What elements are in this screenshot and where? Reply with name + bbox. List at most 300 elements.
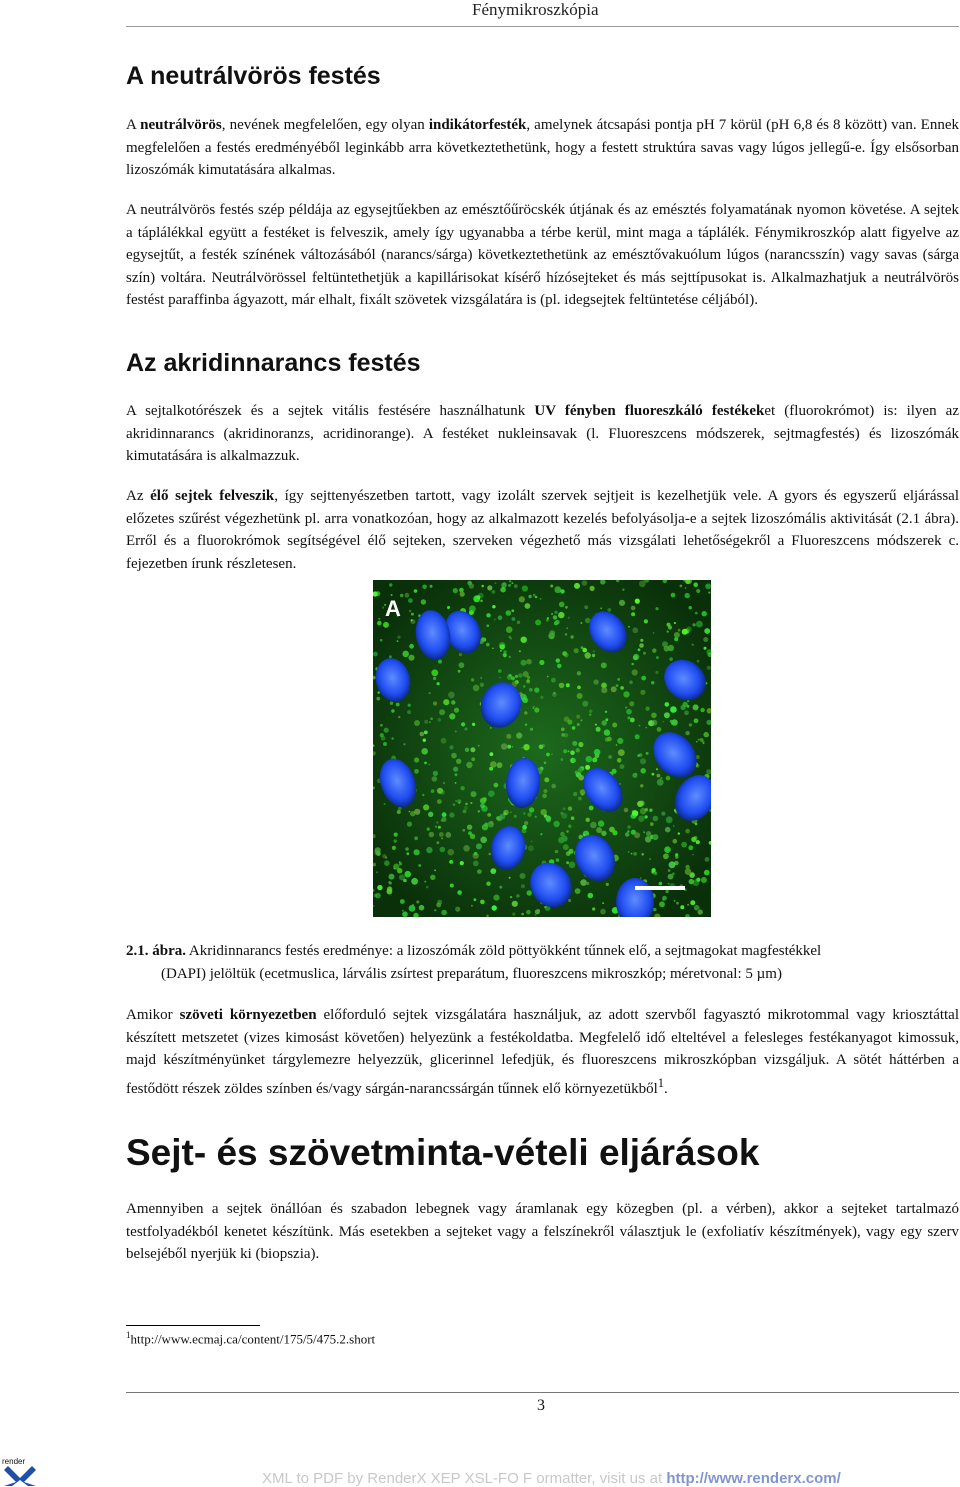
lysosome-dot (557, 664, 562, 669)
lysosome-dot (524, 711, 527, 714)
lysosome-dot (569, 849, 574, 854)
lysosome-dot (476, 595, 480, 599)
lysosome-dot (394, 839, 397, 842)
lysosome-dot (486, 882, 490, 886)
lysosome-dot (447, 606, 450, 609)
lysosome-dot (604, 729, 610, 735)
lysosome-dot (472, 723, 475, 726)
lysosome-dot (501, 743, 507, 749)
lysosome-dot (409, 610, 411, 612)
lysosome-dot (508, 584, 511, 587)
lysosome-dot (499, 814, 505, 820)
lysosome-dot (464, 806, 468, 810)
lysosome-dot (523, 685, 525, 687)
lysosome-dot (618, 749, 625, 756)
lysosome-dot (422, 794, 424, 796)
lysosome-dot (493, 895, 499, 901)
lysosome-dot (664, 646, 670, 652)
lysosome-dot (605, 718, 608, 721)
lysosome-dot (521, 637, 527, 643)
lysosome-dot (473, 861, 479, 867)
lysosome-dot (437, 841, 440, 844)
lysosome-dot (458, 802, 460, 804)
lysosome-dot (657, 779, 664, 786)
lysosome-dot (574, 648, 579, 653)
lysosome-dot (402, 911, 408, 917)
lysosome-dot (391, 737, 393, 739)
lysosome-dot (419, 905, 425, 911)
lysosome-dot (646, 752, 649, 755)
lysosome-dot (496, 816, 500, 820)
lysosome-dot (529, 807, 534, 812)
lysosome-dot (478, 810, 480, 812)
footnote-ref[interactable]: 1 (657, 1075, 665, 1090)
lysosome-dot (535, 914, 537, 916)
lysosome-dot (476, 843, 482, 849)
lysosome-dot (492, 905, 497, 910)
lysosome-dot (423, 804, 429, 810)
figure-panel-label: A (385, 596, 401, 621)
footnote-link[interactable]: http://www.ecmaj.ca/content/175/5/475.2.short (130, 1331, 376, 1347)
lysosome-dot (601, 687, 607, 693)
lysosome-dot (653, 632, 655, 634)
lysosome-dot (384, 728, 389, 733)
lysosome-dot (527, 676, 530, 679)
lysosome-dot (622, 589, 624, 591)
lysosome-dot (384, 860, 390, 866)
lysosome-dot (663, 721, 665, 723)
renderx-link[interactable]: http://www.renderx.com/ (666, 1470, 841, 1487)
lysosome-dot (689, 879, 694, 884)
lysosome-dot (684, 710, 689, 715)
lysosome-dot (510, 637, 512, 639)
lysosome-dot (657, 727, 662, 732)
lysosome-dot (378, 618, 380, 620)
lysosome-dot (685, 731, 689, 735)
lysosome-dot (639, 725, 641, 727)
lysosome-dot (486, 915, 489, 918)
lysosome-dot (639, 643, 644, 648)
lysosome-dot (405, 847, 409, 851)
lysosome-dot (426, 847, 432, 853)
lysosome-dot (429, 764, 431, 766)
lysosome-dot (602, 902, 604, 904)
lysosome-dot (506, 626, 513, 633)
lysosome-dot (441, 837, 443, 839)
lysosome-dot (389, 882, 392, 885)
lysosome-dot (651, 713, 657, 719)
lysosome-dot (503, 655, 506, 658)
lysosome-dot (377, 621, 382, 626)
lysosome-dot (424, 731, 428, 735)
lysosome-dot (414, 589, 418, 593)
lysosome-dot (470, 802, 472, 804)
lysosome-dot (645, 836, 651, 842)
lysosome-dot (601, 662, 607, 668)
lysosome-dot (373, 652, 378, 657)
lysosome-dot (411, 619, 413, 621)
lysosome-dot (577, 671, 581, 675)
lysosome-dot (429, 832, 435, 838)
lysosome-dot (380, 639, 383, 642)
lysosome-dot (685, 587, 687, 589)
lysosome-dot (563, 807, 566, 810)
lysosome-dot (451, 700, 455, 704)
scale-bar (635, 886, 685, 890)
lysosome-dot (376, 871, 378, 873)
lysosome-dot (389, 583, 392, 586)
lysosome-dot (640, 639, 643, 642)
lysosome-dot (561, 758, 564, 761)
lysosome-dot (494, 783, 499, 788)
lysosome-dot (460, 861, 464, 865)
lysosome-dot (580, 622, 582, 624)
lysosome-dot (607, 608, 611, 612)
lysosome-dot (540, 696, 543, 699)
lysosome-dot (568, 825, 571, 828)
lysosome-dot (474, 852, 477, 855)
lysosome-dot (492, 648, 494, 650)
lysosome-dot (489, 853, 491, 855)
lysosome-dot (568, 617, 570, 619)
lysosome-dot (559, 683, 565, 689)
lysosome-dot (530, 728, 533, 731)
lysosome-dot (427, 827, 430, 830)
lysosome-dot (389, 874, 395, 880)
lysosome-dot (692, 854, 694, 856)
lysosome-dot (397, 868, 402, 873)
lysosome-dot (510, 896, 512, 898)
lysosome-dot (500, 650, 502, 652)
lysosome-dot (486, 624, 489, 627)
lysosome-dot (585, 618, 590, 623)
lysosome-dot (542, 744, 545, 747)
lysosome-dot (408, 598, 413, 603)
lysosome-dot (666, 816, 673, 823)
lysosome-dot (435, 826, 437, 828)
lysosome-dot (521, 660, 527, 666)
lysosome-dot (580, 879, 587, 886)
lysosome-dot (437, 788, 443, 794)
lysosome-dot (480, 683, 484, 687)
lysosome-dot (378, 691, 380, 693)
lysosome-dot (595, 724, 597, 726)
lysosome-dot (572, 741, 577, 746)
lysosome-dot (624, 808, 629, 813)
lysosome-dot (596, 827, 602, 833)
lysosome-dot (376, 697, 380, 701)
lysosome-dot (665, 702, 670, 707)
micrograph-image (373, 580, 711, 917)
lysosome-dot (465, 748, 469, 752)
lysosome-dot (394, 867, 396, 869)
lysosome-dot (405, 593, 410, 598)
lysosome-dot (703, 637, 708, 642)
lysosome-dot (578, 797, 582, 801)
lysosome-dot (627, 830, 629, 832)
lysosome-dot (507, 745, 511, 749)
lysosome-dot (602, 720, 607, 725)
lysosome-dot (551, 784, 556, 789)
lysosome-dot (629, 701, 634, 706)
lysosome-dot (631, 606, 636, 611)
lysosome-dot (678, 629, 681, 632)
lysosome-dot (470, 747, 475, 752)
lysosome-dot (534, 707, 539, 712)
lysosome-dot (665, 890, 668, 893)
lysosome-dot (563, 749, 567, 753)
lysosome-dot (653, 908, 657, 912)
lysosome-dot (632, 627, 638, 633)
lysosome-dot (414, 849, 420, 855)
lysosome-dot (480, 600, 483, 603)
lysosome-dot (641, 853, 644, 856)
lysosome-dot (450, 884, 454, 888)
lysosome-dot (453, 767, 458, 772)
lysosome-dot (377, 885, 382, 890)
lysosome-dot (441, 738, 447, 744)
lysosome-dot (552, 692, 557, 697)
lysosome-dot (649, 858, 651, 860)
lysosome-dot (418, 864, 421, 867)
lysosome-dot (666, 776, 671, 781)
lysosome-dot (498, 669, 502, 673)
lysosome-dot (471, 678, 474, 681)
lysosome-dot (465, 803, 468, 806)
lysosome-dot (524, 821, 528, 825)
lysosome-dot (600, 607, 602, 609)
lysosome-dot (535, 620, 541, 626)
lysosome-dot (619, 600, 625, 606)
lysosome-dot (705, 857, 710, 862)
lysosome-dot (566, 830, 569, 833)
lysosome-dot (499, 886, 502, 889)
section-heading-sampling: Sejt- és szövetminta-vételi eljárások (126, 1132, 760, 1173)
lysosome-dot (434, 909, 436, 911)
lysosome-dot (391, 709, 394, 712)
lysosome-dot (660, 777, 662, 779)
lysosome-dot (382, 607, 384, 609)
header-rule (126, 26, 959, 27)
lysosome-dot (572, 758, 576, 762)
lysosome-dot (656, 656, 659, 659)
lysosome-dot (632, 669, 638, 675)
renderx-logo-text: render (2, 1457, 26, 1466)
lysosome-dot (697, 660, 700, 663)
lysosome-dot (455, 731, 457, 733)
lysosome-dot (607, 737, 612, 742)
lysosome-dot (525, 603, 531, 609)
lysosome-dot (688, 845, 693, 850)
lysosome-dot (668, 625, 672, 629)
lysosome-dot (506, 610, 512, 616)
lysosome-dot (439, 709, 445, 715)
lysosome-dot (410, 811, 415, 816)
lysosome-dot (519, 650, 521, 652)
lysosome-dot (539, 660, 544, 665)
lysosome-dot (700, 708, 704, 712)
lysosome-dot (516, 733, 522, 739)
lysosome-dot (575, 888, 581, 894)
lysosome-dot (397, 810, 401, 814)
lysosome-dot (431, 669, 438, 676)
lysosome-dot (568, 899, 571, 902)
lysosome-dot (414, 769, 419, 774)
lysosome-dot (526, 659, 532, 665)
lysosome-dot (565, 606, 568, 609)
lysosome-dot (667, 630, 669, 632)
lysosome-dot (566, 683, 570, 687)
lysosome-dot (570, 750, 575, 755)
lysosome-dot (396, 703, 400, 707)
lysosome-dot (631, 612, 635, 616)
lysosome-dot (589, 806, 594, 811)
lysosome-dot (528, 595, 531, 598)
lysosome-dot (407, 710, 411, 714)
footer-rule (126, 1392, 959, 1393)
lysosome-dot (574, 583, 580, 589)
lysosome-dot (652, 720, 658, 726)
lysosome-dot (643, 831, 645, 833)
lysosome-dot (643, 652, 646, 655)
lysosome-dot (680, 585, 683, 588)
lysosome-dot (512, 901, 518, 907)
lysosome-dot (550, 585, 553, 588)
lysosome-dot (474, 898, 477, 901)
lysosome-dot (652, 834, 658, 840)
lysosome-dot (671, 719, 677, 725)
lysosome-dot (704, 628, 710, 634)
lysosome-dot (531, 841, 533, 843)
lysosome-dot (665, 827, 671, 833)
lysosome-dot (490, 761, 497, 768)
lysosome-dot (575, 771, 578, 774)
lysosome-dot (657, 774, 661, 778)
lysosome-dot (522, 825, 527, 830)
lysosome-dot (696, 840, 700, 844)
lysosome-dot (561, 835, 567, 841)
lysosome-dot (669, 657, 673, 661)
lysosome-dot (594, 749, 601, 756)
lysosome-dot (592, 757, 597, 762)
lysosome-dot (445, 832, 451, 838)
lysosome-dot (528, 845, 534, 851)
lysosome-dot (555, 620, 560, 625)
lysosome-dot (455, 907, 460, 912)
lysosome-dot (459, 588, 464, 593)
lysosome-dot (400, 899, 405, 904)
lysosome-dot (596, 727, 601, 732)
lysosome-dot (440, 847, 446, 853)
lysosome-dot (589, 710, 592, 713)
lysosome-dot (694, 718, 699, 723)
lysosome-dot (471, 791, 477, 797)
lysosome-dot (430, 875, 435, 880)
lysosome-dot (600, 909, 606, 915)
lysosome-dot (708, 592, 710, 594)
lysosome-dot (490, 727, 492, 729)
lysosome-dot (703, 742, 705, 744)
lysosome-dot (566, 627, 568, 629)
lysosome-dot (409, 811, 411, 813)
lysosome-dot (453, 803, 456, 806)
lysosome-dot (499, 642, 506, 649)
lysosome-dot (438, 718, 442, 722)
lysosome-dot (481, 585, 484, 588)
lysosome-dot (495, 582, 497, 584)
lysosome-dot (670, 706, 677, 713)
lysosome-dot (431, 789, 435, 793)
lysosome-dot (628, 851, 630, 853)
lysosome-dot (601, 831, 606, 836)
lysosome-dot (512, 913, 515, 916)
lysosome-dot (551, 753, 553, 755)
lysosome-dot (423, 739, 426, 742)
lysosome-dot (551, 678, 556, 683)
lysosome-dot (582, 648, 587, 653)
lysosome-dot (674, 632, 680, 638)
lysosome-dot (661, 812, 665, 816)
lysosome-dot (488, 790, 495, 797)
lysosome-dot (668, 869, 671, 872)
lysosome-dot (424, 762, 427, 765)
lysosome-dot (398, 716, 400, 718)
lysosome-dot (383, 622, 389, 628)
lysosome-dot (437, 799, 442, 804)
lysosome-dot (632, 773, 637, 778)
lysosome-dot (655, 607, 658, 610)
lysosome-dot (641, 676, 646, 681)
lysosome-dot (674, 900, 676, 902)
lysosome-dot (640, 758, 646, 764)
lysosome-dot (468, 831, 472, 835)
lysosome-dot (494, 619, 496, 621)
lysosome-dot (576, 748, 580, 752)
lysosome-dot (486, 643, 490, 647)
lysosome-dot (578, 775, 584, 781)
lysosome-dot (463, 810, 467, 814)
lysosome-dot (404, 871, 411, 878)
lysosome-dot (630, 718, 635, 723)
lysosome-dot (437, 900, 442, 905)
lysosome-dot (640, 877, 642, 879)
lysosome-dot (566, 861, 569, 864)
lysosome-dot (693, 623, 696, 626)
lysosome-dot (398, 807, 402, 811)
lysosome-dot (645, 707, 649, 711)
running-title: Fénymikroszkópia (472, 0, 599, 19)
lysosome-dot (509, 656, 511, 658)
lysosome-dot (569, 862, 576, 869)
lysosome-dot (616, 744, 618, 746)
footnote-rule (126, 1325, 260, 1326)
lysosome-dot (424, 720, 428, 724)
lysosome-dot (521, 747, 523, 749)
lysosome-dot (480, 837, 487, 844)
lysosome-dot (458, 670, 461, 673)
lysosome-dot (516, 894, 519, 897)
lysosome-dot (414, 757, 419, 762)
lysosome-dot (448, 692, 455, 699)
lysosome-dot (626, 709, 632, 715)
lysosome-dot (696, 741, 698, 743)
lysosome-dot (525, 724, 527, 726)
lysosome-dot (580, 719, 582, 721)
lysosome-dot (409, 644, 414, 649)
lysosome-dot (375, 591, 380, 596)
lysosome-dot (564, 716, 570, 722)
lysosome-dot (461, 722, 465, 726)
